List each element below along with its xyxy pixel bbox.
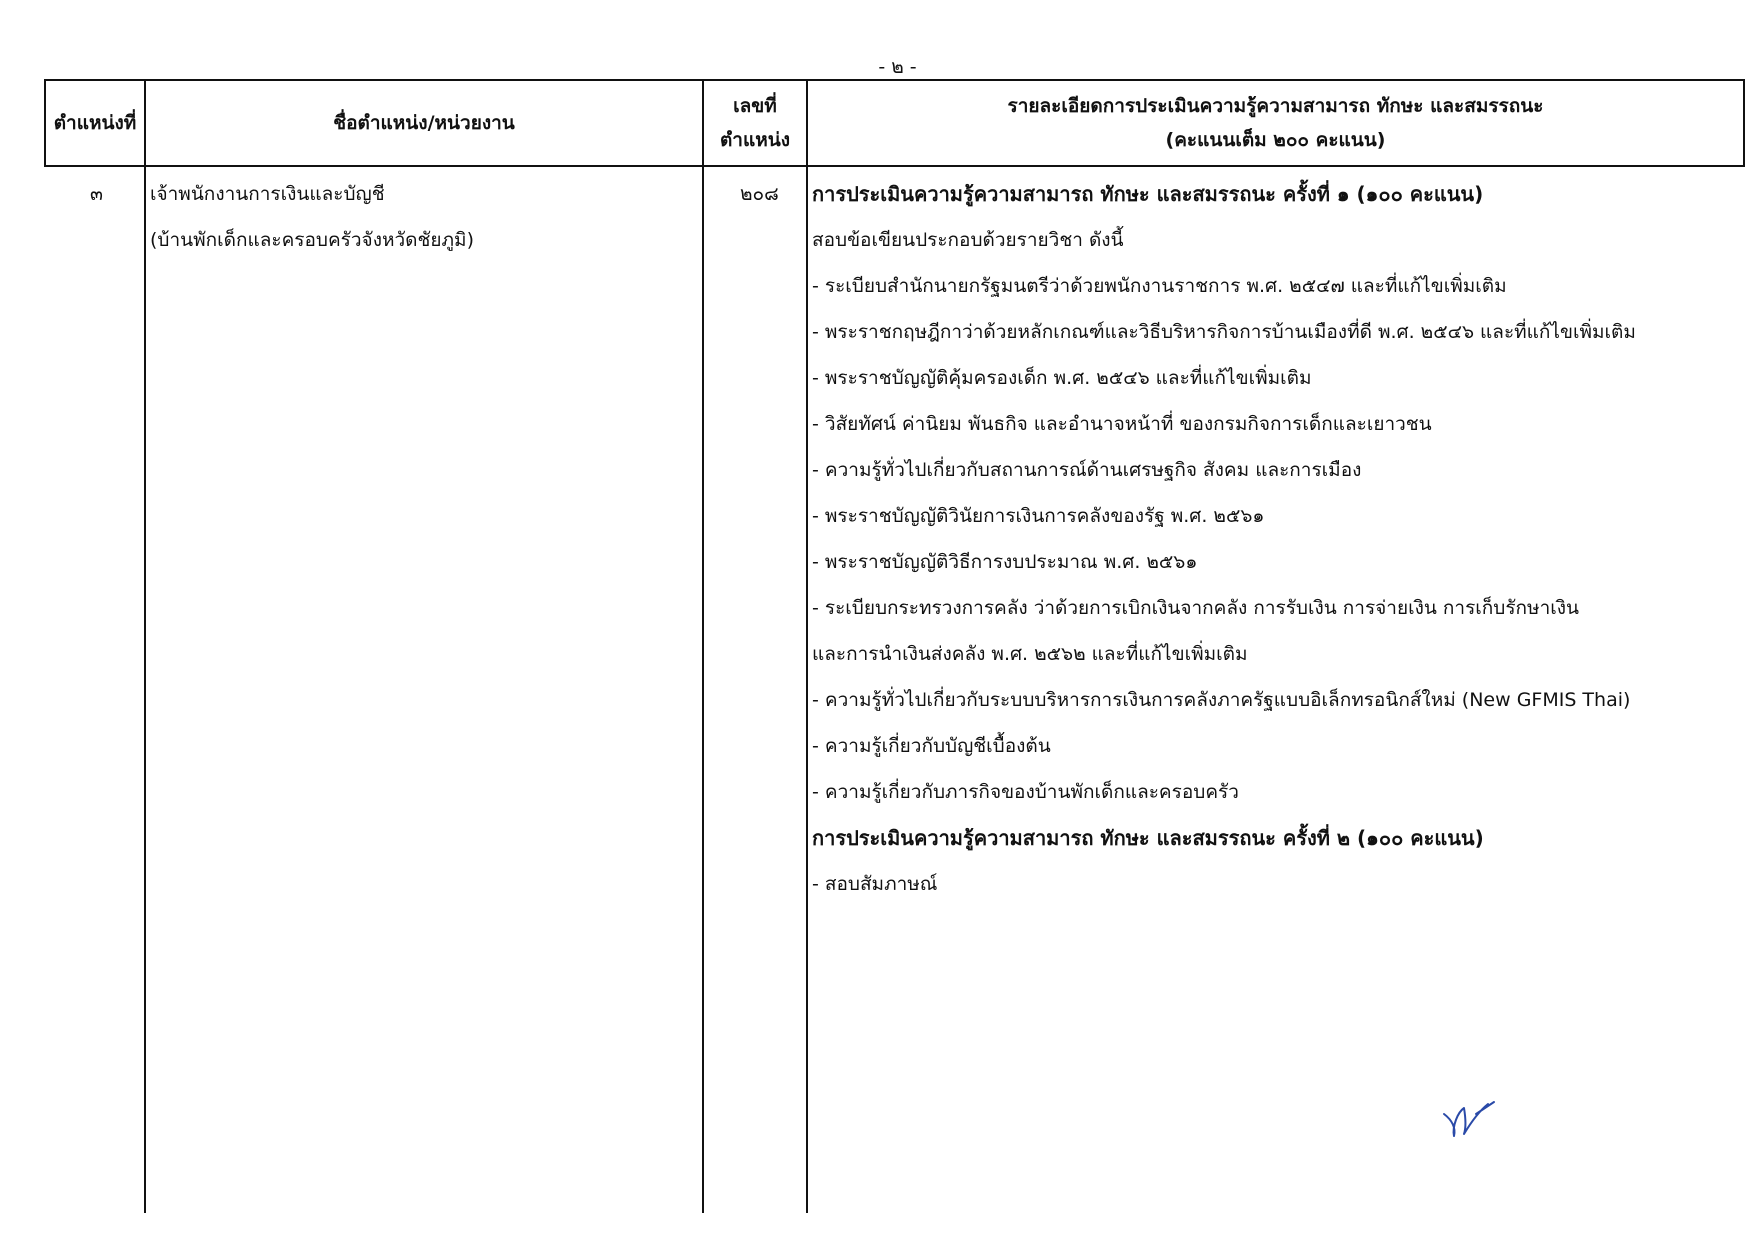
row-position-code: ๒๐๘ [740, 183, 779, 205]
row-unit: (บ้านพักเด็กและครอบครัวจังหวัดชัยภูมิ) [150, 229, 474, 251]
detail-item: - ความรู้เกี่ยวกับบัญชีเบื้องต้น [812, 735, 1051, 757]
row-position-name: เจ้าพนักงานการเงินและบัญชี [150, 183, 385, 205]
detail-section-heading: การประเมินความรู้ความสามารถ ทักษะ และสมรรถนะ ครั้งที่ ๑ (๑๐๐ คะแนน) [812, 182, 1484, 206]
row-details [812, 171, 1737, 907]
header-position-name [146, 81, 702, 165]
header-details-line1: รายละเอียดการประเมินความรู้ความสามารถ ทักษะ และสมรรถนะ [1007, 95, 1544, 117]
detail-item: - พระราชบัญญัติวิธีการงบประมาณ พ.ศ. ๒๕๖๑ [812, 551, 1198, 573]
header-position-no [46, 81, 144, 165]
detail-item: - วิสัยทัศน์ ค่านิยม พันธกิจ และอำนาจหน้าที่ ของกรมกิจการเด็กและเยาวชน [812, 413, 1432, 435]
detail-item: - ความรู้ทั่วไปเกี่ยวกับสถานการณ์ด้านเศรษฐกิจ สังคม และการเมือง [812, 459, 1362, 481]
header-bottom-border [44, 165, 1745, 167]
detail-item: และการนำเงินส่งคลัง พ.ศ. ๒๕๖๒ และที่แก้ไขเพิ่มเติม [812, 643, 1248, 665]
page-number: - ๒ - [878, 56, 917, 78]
column-divider-1 [144, 79, 146, 1213]
column-divider-3 [806, 79, 808, 1213]
header-position-name-label: ชื่อตำแหน่ง/หน่วยงาน [333, 112, 515, 134]
evaluation-table [44, 79, 1745, 1213]
header-details-line2: (คะแนนเต็ม ๒๐๐ คะแนน) [1165, 129, 1386, 151]
header-details [808, 81, 1743, 165]
row-position-no: ๓ [90, 183, 103, 205]
detail-item: - สอบสัมภาษณ์ [812, 873, 938, 895]
detail-item: - พระราชบัญญัติวินัยการเงินการคลังของรัฐ พ.ศ. ๒๕๖๑ [812, 505, 1265, 527]
detail-item: - ระเบียบสำนักนายกรัฐมนตรีว่าด้วยพนักงานราชการ พ.ศ. ๒๕๔๗ และที่แก้ไขเพิ่มเติม [812, 275, 1507, 297]
header-position-code-line2: ตำแหน่ง [719, 129, 791, 151]
table-right-border [1743, 79, 1745, 167]
header-position-code [704, 81, 806, 165]
column-divider-2 [702, 79, 704, 1213]
header-position-code-line1: เลขที่ [733, 95, 777, 117]
detail-item: - ความรู้เกี่ยวกับภารกิจของบ้านพักเด็กและครอบครัว [812, 781, 1239, 803]
detail-item: - ระเบียบกระทรวงการคลัง ว่าด้วยการเบิกเงินจากคลัง การรับเงิน การจ่ายเงิน การเก็บรักษาเงิน [812, 597, 1579, 619]
header-position-no-label: ตำแหน่งที่ [53, 112, 137, 134]
detail-item: สอบข้อเขียนประกอบด้วยรายวิชา ดังนี้ [812, 229, 1124, 251]
detail-item: - พระราชกฤษฎีกาว่าด้วยหลักเกณฑ์และวิธีบริหารกิจการบ้านเมืองที่ดี พ.ศ. ๒๕๔๖ และที่แก้ไขเพิ่มเติม [812, 321, 1636, 343]
detail-item: - ความรู้ทั่วไปเกี่ยวกับระบบบริหารการเงินการคลังภาครัฐแบบอิเล็กทรอนิกส์ใหม่ (New GFMIS Thai) [812, 689, 1631, 711]
signature-mark [1438, 1090, 1498, 1140]
detail-section-heading: การประเมินความรู้ความสามารถ ทักษะ และสมรรถนะ ครั้งที่ ๒ (๑๐๐ คะแนน) [812, 826, 1484, 850]
detail-item: - พระราชบัญญัติคุ้มครองเด็ก พ.ศ. ๒๕๔๖ และที่แก้ไขเพิ่มเติม [812, 367, 1312, 389]
